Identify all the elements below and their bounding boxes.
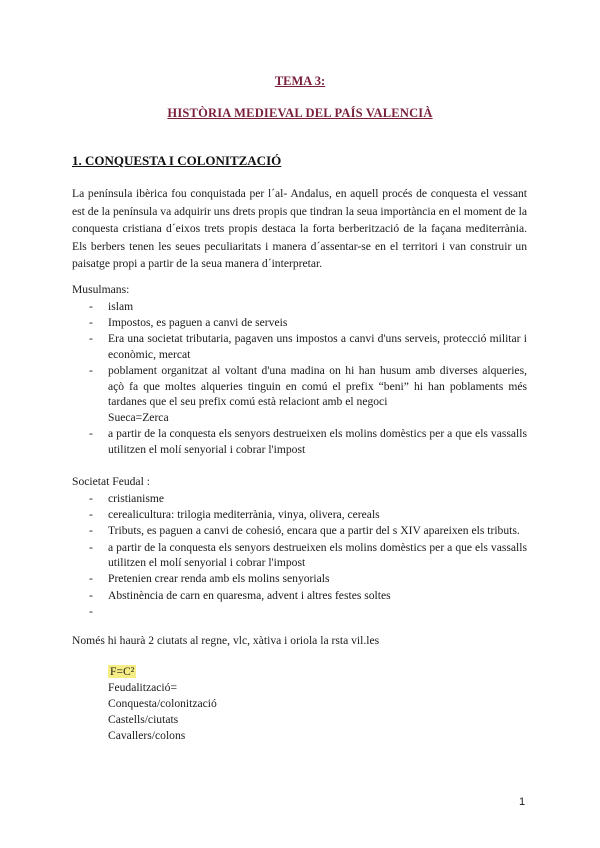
- tema-title: TEMA 3:: [274, 74, 326, 88]
- list-item: [72, 571, 527, 587]
- list-item: [72, 604, 527, 620]
- list-item-text: Impostos, es paguen a canvi de serveis: [108, 316, 288, 330]
- intro-paragraph: La península ibèrica fou conquistada per l´al- Andalus, en aquell procés de conquesta el vessant est de la península va adquirir uns drets propis que tindran la seua importància en el moment de la conquesta cristiana d´eixos trets propis destaca la forta berberització de la façana mediterrània. Els berbers tenen les seues peculiaritats i manera d´assentar-se en el territori i van construir un paisatge propi a partir de la seua manera d´interpretar.: [72, 187, 527, 271]
- list-item: [72, 299, 527, 315]
- formula-line: Conquesta/colonització: [108, 697, 217, 710]
- list-item: [72, 363, 527, 425]
- list-item: [72, 331, 527, 362]
- formula-highlight: F=C²: [110, 665, 135, 678]
- list-item-text: poblament organitzat al voltant d'una madina on hi han husum amb diverses alqueries, açò fa que moltes alqueries tinguin en comú el prefix “beni” hi han poblaments més tardanes que el seu prefix comú està relaciont amb el negoci: [108, 364, 527, 409]
- list-item-text: a partir de la conquesta els senyors destrueixen els molins domèstics per a que els vassalls utilitzen el molí senyorial i cobrar l'impost: [108, 427, 527, 456]
- list-item-text: cerealicultura: trilogia mediterrània, vinya, olivera, cereals: [108, 508, 380, 522]
- list-item-text: islam: [108, 300, 134, 313]
- cities-note: Només hi haurà 2 ciutats al regne, vlc, xàtiva i oriola la rsta vil.les: [72, 634, 380, 647]
- list-item: [72, 523, 527, 539]
- list-item: [72, 491, 527, 507]
- list-item: [72, 507, 527, 523]
- document-subtitle: HISTÒRIA MEDIEVAL DEL PAÍS VALENCIÀ: [167, 106, 433, 120]
- list-item-text: a partir de la conquesta els senyors destrueixen els molins domèstics per a que els vassalls utilitzen el molí senyorial i cobrar l'impost: [108, 540, 527, 570]
- list-item: [72, 426, 527, 457]
- feudal-label: Societat Feudal :: [72, 475, 150, 488]
- list-item-text: Tributs, es paguen a canvi de cohesió, encara que a partir del s XIV apareixen els tributs.: [108, 524, 520, 538]
- formula-line: Cavallers/colons: [108, 729, 186, 742]
- list-item-text: Pretenien crear renda amb els molins senyorials: [108, 572, 330, 586]
- formula-line: Feudalització=: [108, 681, 177, 694]
- formula-line: Castells/ciutats: [108, 713, 179, 726]
- feudal-list: [72, 491, 527, 620]
- musulmans-label: Musulmans:: [72, 283, 130, 296]
- list-item-text: Era una societat tributaria, pagaven uns impostos a canvi d'uns serveis, protecció militar i econòmic, mercat: [108, 332, 527, 361]
- musulmans-list: [72, 299, 527, 458]
- list-item: [72, 588, 527, 604]
- list-item-text: cristianisme: [108, 492, 165, 505]
- formula-block: [108, 664, 217, 744]
- section-heading: 1. CONQUESTA I COLONITZACIÓ: [72, 153, 282, 168]
- list-item: [72, 540, 527, 571]
- list-item-text: Abstinència de carn en quaresma, advent i altres festes soltes: [108, 588, 391, 602]
- page-number: 1: [519, 796, 526, 808]
- list-item: [72, 315, 527, 331]
- sueca-note: Sueca=Zerca: [108, 410, 169, 424]
